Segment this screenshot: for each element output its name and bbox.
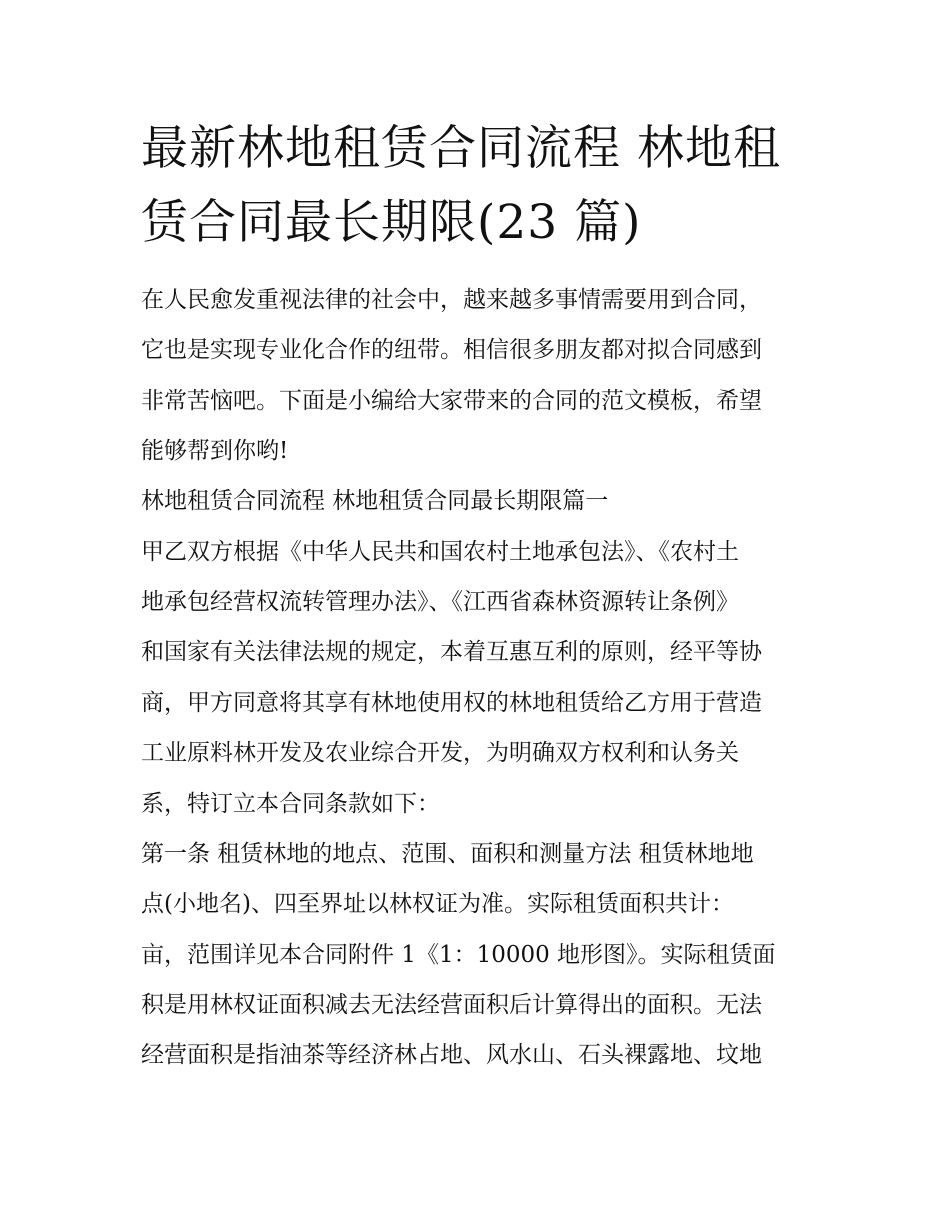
body-line-1: 在人民愈发重视法律的社会中，越来越多事情需要用到合同，	[141, 287, 762, 313]
body-line-15: 积是用林权证面积减去无法经营面积后计算得出的面积。无法	[141, 992, 762, 1018]
body-line-11: 系，特订立本合同条款如下：	[141, 791, 440, 817]
body-line-16: 经营面积是指油茶等经济林占地、风水山、石头裸露地、坟地	[141, 1042, 762, 1068]
section-heading: 林地租赁合同流程 林地租赁合同最长期限篇一	[141, 488, 609, 514]
body-line-12: 第一条 租赁林地的地点、范围、面积和测量方法 租赁林地地	[141, 841, 754, 867]
body-line-10: 工业原料林开发及农业综合开发，为明确双方权利和认务关	[141, 740, 739, 766]
body-line-2: 它也是实现专业化合作的纽带。相信很多朋友都对拟合同感到	[141, 337, 762, 363]
body-line-14: 亩，范围详见本合同附件 1《1：10000 地形图》。实际租赁面	[141, 942, 776, 968]
body-line-6: 甲乙双方根据《中华人民共和国农村土地承包法》、《农村土	[141, 539, 739, 565]
body-line-8: 和国家有关法律法规的规定，本着互惠互利的原则，经平等协	[141, 639, 762, 665]
body-line-9: 商，甲方同意将其享有林地使用权的林地租赁给乙方用于营造	[141, 690, 762, 716]
body-line-13: 点(小地名)、四至界址以林权证为准。实际租赁面积共计：	[141, 891, 734, 917]
body-line-4: 能够帮到你哟!	[141, 438, 289, 464]
body-line-3: 非常苦恼吧。下面是小编给大家带来的合同的范文模板，希望	[141, 388, 762, 414]
body-line-7: 地承包经营权流转管理办法》、《江西省森林资源转让条例》	[141, 589, 739, 615]
document-title: 最新林地租赁合同流程 林地租赁合同最长期限(23 篇)	[141, 121, 781, 250]
